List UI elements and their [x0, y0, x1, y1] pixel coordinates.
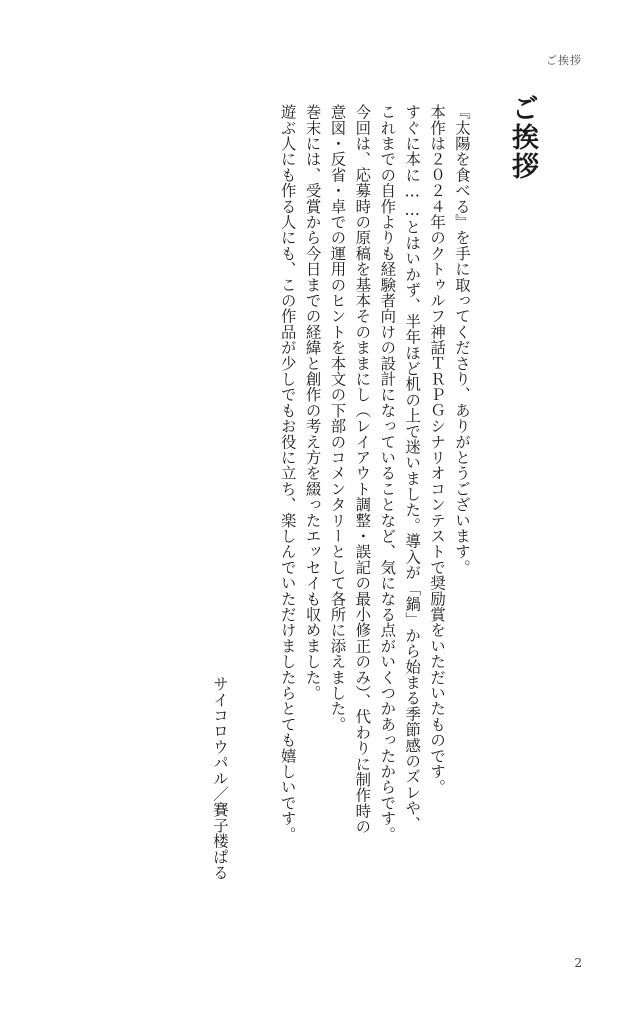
- page-number: 2: [574, 956, 582, 970]
- greeting-body: 『太陽を食べる』を手に取ってくださり、ありがとうございます。 本作は２０２４年のクトゥルフ神話ＴＲＰＧシナリオコンテストで奨励賞をいただいたものです。 すぐに本に……とはいかず、半年ほど机の上で迷いました。導入が「鍋」から始まる季節感のズレや、 これまでの自作よりも経験者向けの設計になっていることなど、気になる点がいくつかあったからです。 今回は、応募時の原稿を基本そのままにし（レイアウト調整・誤記の最小修正のみ）、代わりに制作時の 意図・反省・卓での運用のヒントを本文の下部のコメンタリーとして各所に添えました。 巻末には、受賞から今日までの経緯と創作の考え方を綴ったエッセイも収めました。 遊ぶ人にも作る人にも、この作品が少しでもお役に立ち、楽しんでいただけましたらとても嬉しいです。: [278, 104, 471, 842]
- author-signature: サイコロウパル／賽子楼ぱる: [211, 676, 229, 881]
- page-title: ご挨拶: [507, 94, 538, 181]
- running-header: ご挨拶: [546, 54, 582, 67]
